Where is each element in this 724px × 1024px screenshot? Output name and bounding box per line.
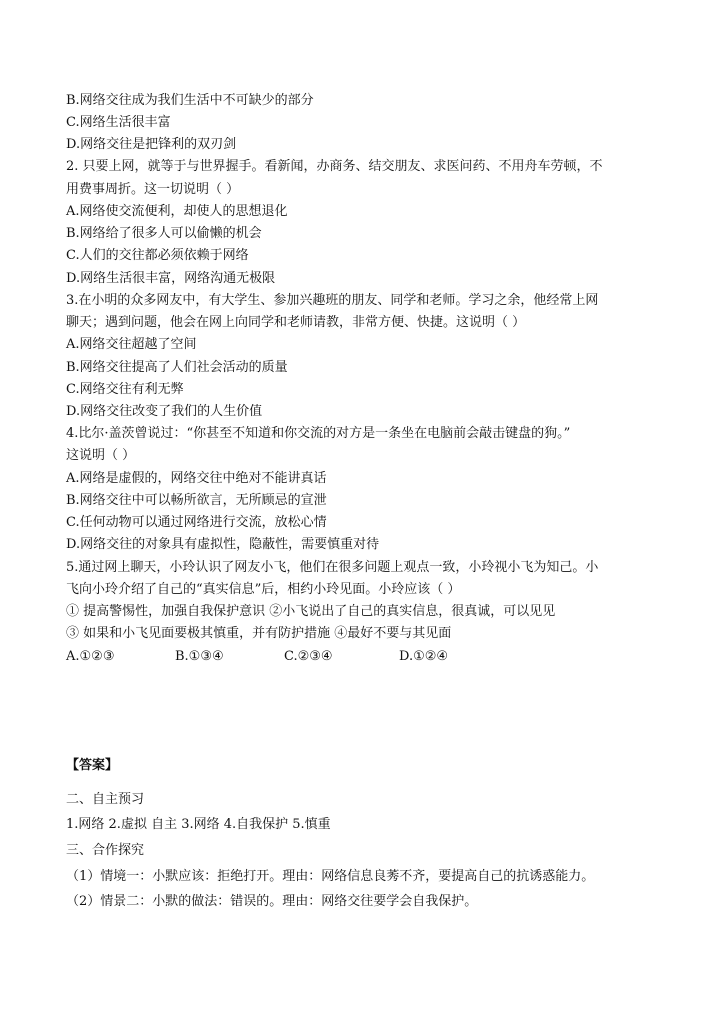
section-2-answers: 1.网络 2.虚拟 自主 3.网络 4.自我保护 5.慎重 [66, 817, 331, 832]
q4-option-c: C.任何动物可以通过网络进行交流，放松心情 [66, 515, 327, 530]
q5-stem-line-2: 飞向小玲介绍了自己的“真实信息”后，相约小玲见面。小玲应该（ ） [66, 582, 461, 597]
q3-option-a: A.网络交往超越了空间 [66, 337, 197, 352]
q5-option-c: C.②③④ [284, 649, 333, 664]
section-3-title: 三、合作探究 [66, 843, 145, 858]
q3-option-c: C.网络交往有利无弊 [66, 382, 184, 397]
q5-option-a: A.①②③ [66, 649, 115, 664]
q2-option-d: D.网络生活很丰富，网络沟通无极限 [66, 271, 276, 286]
q4-option-d: D.网络交往的对象具有虚拟性，隐蔽性，需要慎重对待 [66, 537, 380, 552]
section-3-item-1: （1）情境一：小默应该：拒绝打开。理由：网络信息良莠不齐，要提高自己的抗诱惑能力。 [66, 869, 595, 884]
q4-option-b: B.网络交往中可以畅所欲言，无所顾忌的宣泄 [66, 493, 327, 508]
q2-stem-line-2: 用费事周折。这一切说明（ ） [66, 182, 240, 197]
q5-items-line-1: ① 提高警惕性，加强自我保护意识 ②小飞说出了自己的真实信息，很真诚，可以见见 [66, 604, 556, 619]
q2-option-a: A.网络使交流便利，却使人的思想退化 [66, 204, 288, 219]
q5-options-row [66, 648, 666, 666]
q4-option-a: A.网络是虚假的，网络交往中绝对不能讲真话 [66, 471, 327, 486]
answer-heading: 【答案】 [66, 758, 119, 773]
q5-items-line-2: ③ 如果和小飞见面要极其慎重，并有防护措施 ④最好不要与其见面 [66, 626, 452, 641]
q5-option-d: D.①②④ [399, 649, 449, 664]
q3-stem-line-2: 聊天；遇到问题，他会在网上向同学和老师请教，非常方便、快捷。这说明（ ） [66, 315, 526, 330]
q4-stem-line-2: 这说明（ ） [66, 448, 136, 463]
q1-option-c: C.网络生活很丰富 [66, 115, 171, 130]
q5-option-b: B.①③④ [175, 649, 224, 664]
q3-option-b: B.网络交往提高了人们社会活动的质量 [66, 360, 288, 375]
q3-stem-line-1: 3.在小明的众多网友中，有大学生、参加兴趣班的朋友、同学和老师。学习之余，他经常上网 [66, 293, 599, 308]
q2-option-b: B.网络给了很多人可以偷懒的机会 [66, 226, 262, 241]
q3-option-d: D.网络交往改变了我们的人生价值 [66, 404, 263, 419]
q2-option-c: C.人们的交往都必须依赖于网络 [66, 248, 249, 263]
q1-option-b: B.网络交往成为我们生活中不可缺少的部分 [66, 93, 314, 108]
q5-stem-line-1: 5.通过网上聊天，小玲认识了网友小飞，他们在很多问题上观点一致，小玲视小飞为知己。小 [66, 560, 599, 575]
q2-stem-line-1: 2. 只要上网，就等于与世界握手。看新闻，办商务、结交朋友、求医问药、不用舟车劳顿，不 [66, 159, 603, 174]
q4-stem-line-1: 4.比尔·盖茨曾说过：“你甚至不知道和你交流的对方是一条坐在电脑前会敲击键盘的狗。” [66, 426, 571, 441]
q1-option-d: D.网络交往是把锋利的双刃剑 [66, 137, 237, 152]
section-3-item-2: （2）情景二：小默的做法：错误的。理由：网络交往要学会自我保护。 [66, 894, 478, 909]
section-2-title: 二、自主预习 [66, 792, 145, 807]
